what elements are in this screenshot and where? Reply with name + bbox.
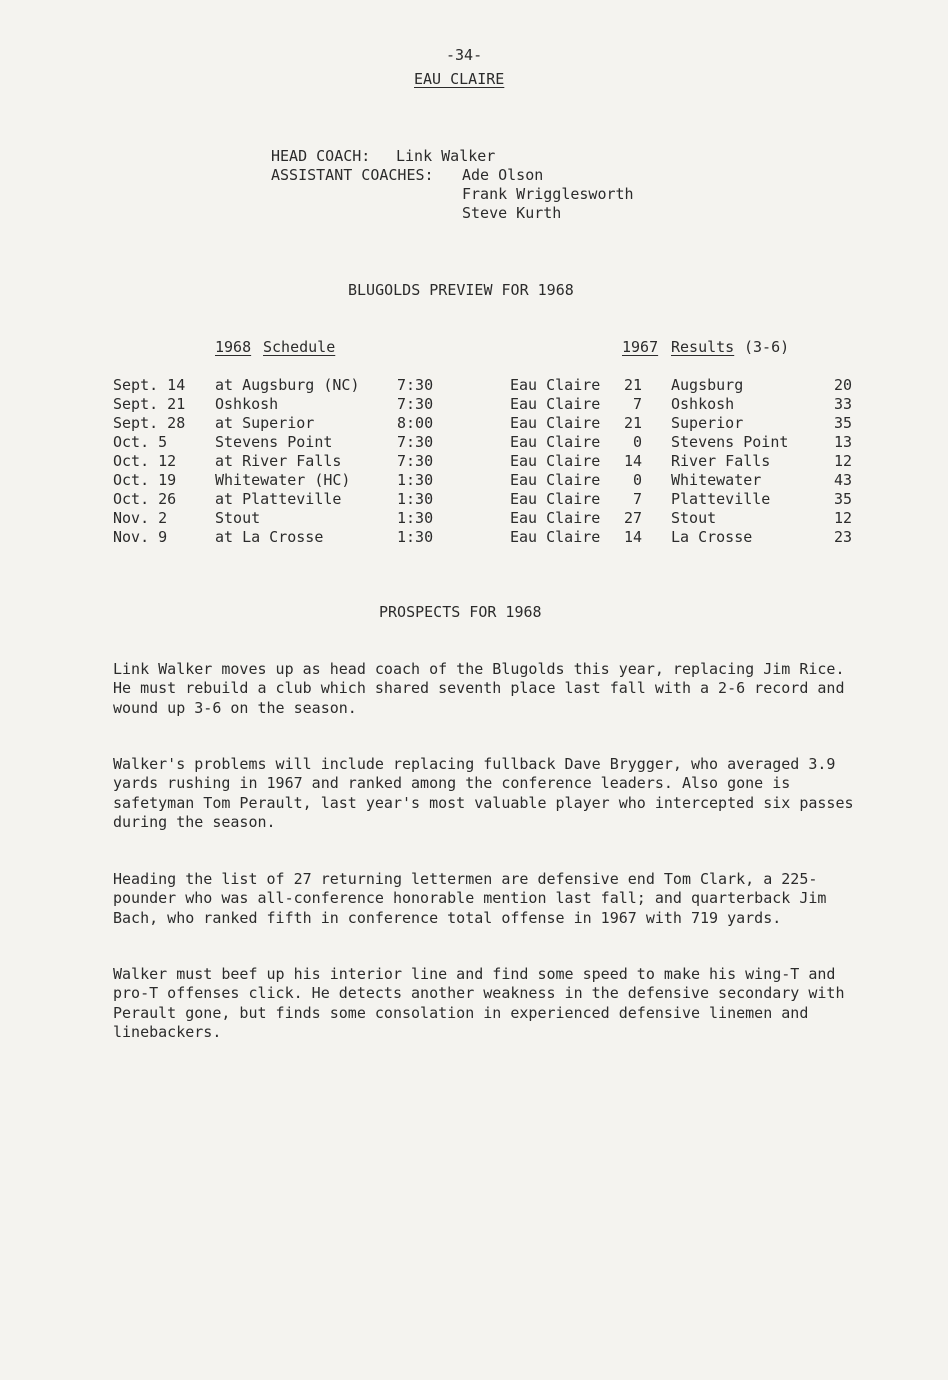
table-row [0,414,948,433]
table-row [0,452,948,471]
preview-heading: BLUGOLDS PREVIEW FOR 1968 [348,281,574,299]
page-number: -34- [446,46,483,64]
results-record: (3-6) [744,338,790,356]
result-team: Eau Claire [510,452,601,470]
schedule-heading: Schedule [263,338,336,356]
head-coach-name: Link Walker [396,147,496,165]
result-opponent-score: 23 [833,528,852,546]
result-team: Eau Claire [510,490,601,508]
result-team: Eau Claire [510,414,601,432]
game-date: Nov. 9 [113,528,168,546]
result-team: Eau Claire [510,433,601,451]
results-year: 1967 [622,338,659,356]
game-opponent: Stout [215,509,261,527]
table-row [0,471,948,490]
table-row [0,490,948,509]
game-opponent: at La Crosse [215,528,324,546]
result-opponent: La Crosse [671,528,753,546]
game-time: 7:30 [397,376,434,394]
game-date: Oct. 26 [113,490,177,508]
result-opponent: River Falls [671,452,771,470]
result-opponent-score: 35 [833,414,852,432]
result-opponent: Whitewater [671,471,762,489]
result-score: 14 [623,452,642,470]
game-opponent: at Platteville [215,490,342,508]
table-row [0,376,948,395]
result-opponent: Stevens Point [671,433,789,451]
paragraph: Heading the list of 27 returning lettermen are defensive end Tom Clark, a 225-pounder who was all-conference honorable mention last fall; and quarterback Jim Bach, who ranked fifth in conference total offense in 1967 with 719 yards. [113,870,827,927]
paragraph: Link Walker moves up as head coach of the Blugolds this year, replacing Jim Rice. He must rebuild a club which shared seventh place last fall with a 2-6 record and wound up 3-6 on the season. [113,660,845,717]
result-score: 7 [632,395,642,413]
game-date: Oct. 12 [113,452,177,470]
assistant-coaches-label: ASSISTANT COACHES: [271,166,434,184]
result-score: 14 [623,528,642,546]
paragraph: Walker must beef up his interior line and find some speed to make his wing-T and pro-T offenses click. He detects another weakness in the defensive secondary with Perault gone, but finds some consolation in experienced defensive linemen and linebackers. [113,965,845,1041]
game-opponent: at River Falls [215,452,342,470]
result-score: 21 [623,376,642,394]
result-opponent: Stout [671,509,717,527]
game-time: 1:30 [397,528,434,546]
result-opponent: Augsburg [671,376,744,394]
result-opponent-score: 20 [833,376,852,394]
result-opponent-score: 43 [833,471,852,489]
table-row [0,395,948,414]
game-time: 1:30 [397,509,434,527]
page-title: EAU CLAIRE [414,70,505,88]
assistant-coach: Frank Wrigglesworth [462,185,634,203]
assistant-coach: Ade Olson [462,166,544,184]
game-time: 8:00 [397,414,434,432]
result-score: 21 [623,414,642,432]
results-heading: Results [671,338,735,356]
game-opponent: at Augsburg (NC) [215,376,360,394]
game-date: Sept. 14 [113,376,186,394]
result-opponent-score: 35 [833,490,852,508]
game-time: 7:30 [397,452,434,470]
game-date: Oct. 5 [113,433,168,451]
game-date: Oct. 19 [113,471,177,489]
table-row [0,433,948,452]
result-opponent-score: 13 [833,433,852,451]
game-time: 7:30 [397,433,434,451]
game-opponent: Whitewater (HC) [215,471,351,489]
game-opponent: at Superior [215,414,315,432]
game-date: Sept. 21 [113,395,186,413]
result-opponent: Superior [671,414,744,432]
prospects-heading: PROSPECTS FOR 1968 [379,603,542,621]
result-opponent-score: 12 [833,452,852,470]
table-row [0,509,948,528]
game-date: Nov. 2 [113,509,168,527]
result-score: 0 [632,433,642,451]
game-date: Sept. 28 [113,414,186,432]
assistant-coach: Steve Kurth [462,204,562,222]
result-team: Eau Claire [510,528,601,546]
result-team: Eau Claire [510,376,601,394]
game-opponent: Stevens Point [215,433,333,451]
result-opponent: Platteville [671,490,771,508]
result-opponent: Oshkosh [671,395,735,413]
result-team: Eau Claire [510,395,601,413]
game-time: 1:30 [397,471,434,489]
game-time: 1:30 [397,490,434,508]
result-team: Eau Claire [510,471,601,489]
table-row [0,528,948,547]
result-opponent-score: 12 [833,509,852,527]
result-score: 0 [632,471,642,489]
result-score: 7 [632,490,642,508]
paragraph: Walker's problems will include replacing fullback Dave Brygger, who averaged 3.9 yards rushing in 1967 and ranked among the conference leaders. Also gone is safetyman Tom Perault, last year's most valuable player who intercepted six passes during the season. [113,755,854,831]
result-opponent-score: 33 [833,395,852,413]
result-team: Eau Claire [510,509,601,527]
game-time: 7:30 [397,395,434,413]
result-score: 27 [623,509,642,527]
schedule-year: 1968 [215,338,252,356]
head-coach-label: HEAD COACH: [271,147,371,165]
game-opponent: Oshkosh [215,395,279,413]
